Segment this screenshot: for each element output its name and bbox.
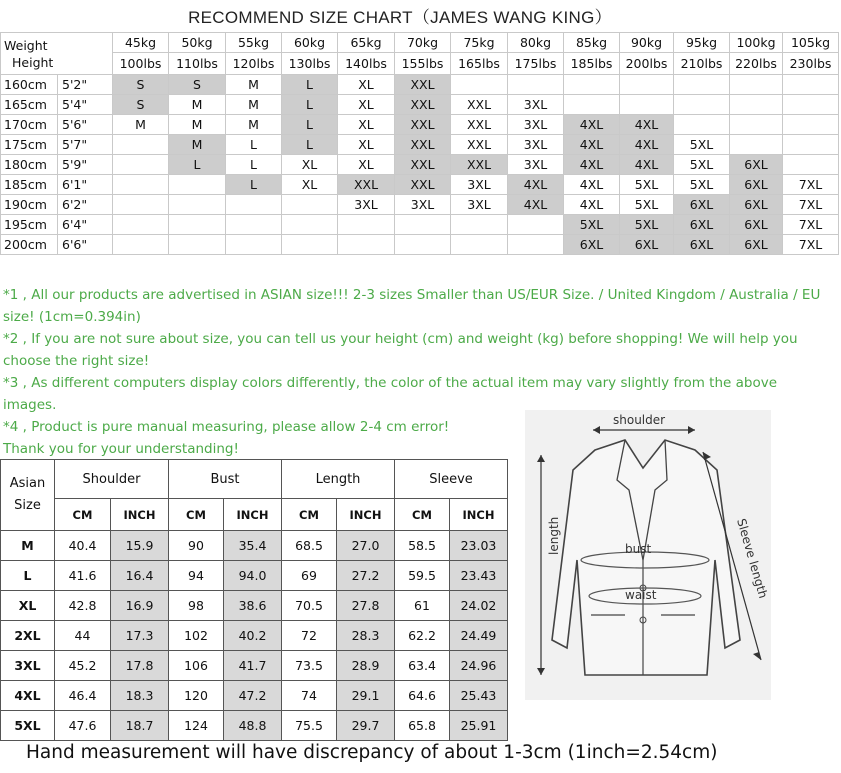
size-cell: 4XL bbox=[620, 135, 674, 155]
weight-kg-3: 60kg bbox=[282, 33, 338, 53]
size-cell bbox=[674, 95, 730, 115]
size-cell: L bbox=[226, 155, 282, 175]
size-cell bbox=[783, 155, 839, 175]
height-ft: 5'4" bbox=[58, 95, 113, 115]
weight-kg-row bbox=[1, 33, 839, 53]
size-cell: XXL bbox=[395, 135, 451, 155]
size-cell: XL bbox=[282, 155, 338, 175]
size-cell: M bbox=[226, 75, 282, 95]
measure-value: 18.3 bbox=[111, 681, 169, 711]
size-cell: 3XL bbox=[451, 195, 508, 215]
measure-value: 47.6 bbox=[55, 711, 111, 741]
measure-group-bust: Bust bbox=[169, 460, 282, 499]
size-cell: 4XL bbox=[564, 115, 620, 135]
size-cell: M bbox=[169, 95, 226, 115]
weight-kg-5: 70kg bbox=[395, 33, 451, 53]
measure-value: 47.2 bbox=[224, 681, 282, 711]
measure-value: 24.02 bbox=[450, 591, 508, 621]
measure-value: 17.3 bbox=[111, 621, 169, 651]
size-cell bbox=[451, 75, 508, 95]
measure-value: 102 bbox=[169, 621, 224, 651]
measure-value: 106 bbox=[169, 651, 224, 681]
measure-group-sleeve: Sleeve bbox=[395, 460, 508, 499]
size-cell: 5XL bbox=[620, 215, 674, 235]
measure-value: 29.1 bbox=[337, 681, 395, 711]
height-cm: 195cm bbox=[1, 215, 58, 235]
size-cell: L bbox=[282, 75, 338, 95]
size-cell: 6XL bbox=[730, 215, 783, 235]
size-cell: 6XL bbox=[730, 235, 783, 255]
size-cell: 6XL bbox=[674, 235, 730, 255]
weight-lbs-8: 185lbs bbox=[564, 53, 620, 75]
measure-value: 23.03 bbox=[450, 531, 508, 561]
weight-kg-2: 55kg bbox=[226, 33, 282, 53]
size-cell: XL bbox=[338, 155, 395, 175]
measure-value: 120 bbox=[169, 681, 224, 711]
size-cell bbox=[169, 195, 226, 215]
length-label: length bbox=[547, 516, 561, 555]
size-cell: 5XL bbox=[564, 215, 620, 235]
weight-kg-1: 50kg bbox=[169, 33, 226, 53]
measure-value: 94.0 bbox=[224, 561, 282, 591]
size-cell: M bbox=[113, 115, 169, 135]
measure-value: 27.8 bbox=[337, 591, 395, 621]
size-cell: 4XL bbox=[564, 155, 620, 175]
size-cell: XXL bbox=[395, 75, 451, 95]
size-cell bbox=[783, 135, 839, 155]
unit-inch: INCH bbox=[337, 499, 395, 531]
size-cell bbox=[395, 235, 451, 255]
size-cell bbox=[783, 75, 839, 95]
size-cell: 7XL bbox=[783, 175, 839, 195]
size-cell: 3XL bbox=[508, 135, 564, 155]
measure-value: 63.4 bbox=[395, 651, 450, 681]
weight-lbs-7: 175lbs bbox=[508, 53, 564, 75]
height-cm: 165cm bbox=[1, 95, 58, 115]
size-cell bbox=[674, 75, 730, 95]
size-cell: XXL bbox=[395, 175, 451, 195]
size-cell: 4XL bbox=[508, 175, 564, 195]
size-cell: XL bbox=[338, 95, 395, 115]
measure-value: 25.91 bbox=[450, 711, 508, 741]
size-cell bbox=[113, 135, 169, 155]
measure-value: 59.5 bbox=[395, 561, 450, 591]
height-ft: 5'7" bbox=[58, 135, 113, 155]
note-3: *3 , As different computers display colors differently, the color of the actual item may vary slightly from the above images. bbox=[3, 375, 777, 413]
size-cell: 5XL bbox=[674, 155, 730, 175]
unit-inch: INCH bbox=[450, 499, 508, 531]
shoulder-label: shoulder bbox=[613, 413, 666, 427]
size-cell: L bbox=[282, 115, 338, 135]
size-cell: L bbox=[226, 175, 282, 195]
height-row bbox=[1, 135, 839, 155]
measure-value: 27.0 bbox=[337, 531, 395, 561]
height-row bbox=[1, 95, 839, 115]
size-cell: 4XL bbox=[620, 115, 674, 135]
measure-value: 17.8 bbox=[111, 651, 169, 681]
weight-height-corner bbox=[1, 33, 113, 75]
measure-value: 73.5 bbox=[282, 651, 337, 681]
height-cm: 190cm bbox=[1, 195, 58, 215]
measure-value: 28.3 bbox=[337, 621, 395, 651]
size-cell: L bbox=[282, 95, 338, 115]
weight-kg-7: 80kg bbox=[508, 33, 564, 53]
size-cell bbox=[113, 235, 169, 255]
measure-size: M bbox=[1, 531, 55, 561]
size-cell bbox=[169, 215, 226, 235]
size-cell: XXL bbox=[451, 135, 508, 155]
size-cell: 3XL bbox=[338, 195, 395, 215]
measure-row bbox=[1, 561, 508, 591]
weight-lbs-3: 130lbs bbox=[282, 53, 338, 75]
measure-value: 35.4 bbox=[224, 531, 282, 561]
measure-row bbox=[1, 651, 508, 681]
measure-value: 40.4 bbox=[55, 531, 111, 561]
note-1: *1 , All our products are advertised in ASIAN size!!! 2-3 sizes Smaller than US/EUR Size. / United Kingdom / Australia / EU size! (1cm=0.394in) bbox=[3, 287, 821, 325]
height-ft: 6'2" bbox=[58, 195, 113, 215]
height-cm: 175cm bbox=[1, 135, 58, 155]
unit-cm: CM bbox=[55, 499, 111, 531]
measure-value: 45.2 bbox=[55, 651, 111, 681]
size-cell bbox=[451, 235, 508, 255]
size-cell: XL bbox=[338, 135, 395, 155]
height-cm: 160cm bbox=[1, 75, 58, 95]
measure-value: 74 bbox=[282, 681, 337, 711]
size-cell: XXL bbox=[395, 115, 451, 135]
weight-lbs-2: 120lbs bbox=[226, 53, 282, 75]
size-cell bbox=[730, 135, 783, 155]
measure-value: 42.8 bbox=[55, 591, 111, 621]
measure-value: 40.2 bbox=[224, 621, 282, 651]
size-cell bbox=[226, 235, 282, 255]
size-cell bbox=[564, 75, 620, 95]
weight-lbs-6: 165lbs bbox=[451, 53, 508, 75]
size-cell: 6XL bbox=[730, 175, 783, 195]
height-row bbox=[1, 115, 839, 135]
size-cell bbox=[282, 195, 338, 215]
measure-group-shoulder: Shoulder bbox=[55, 460, 169, 499]
size-cell bbox=[508, 235, 564, 255]
weight-kg-9: 90kg bbox=[620, 33, 674, 53]
measure-value: 98 bbox=[169, 591, 224, 621]
height-ft: 5'6" bbox=[58, 115, 113, 135]
note-4: *4 , Product is pure manual measuring, please allow 2-4 cm error! bbox=[3, 419, 450, 435]
size-cell: 7XL bbox=[783, 215, 839, 235]
size-cell: 5XL bbox=[674, 175, 730, 195]
size-cell: L bbox=[282, 135, 338, 155]
size-cell bbox=[564, 95, 620, 115]
height-row bbox=[1, 215, 839, 235]
size-cell: L bbox=[169, 155, 226, 175]
size-cell: M bbox=[226, 115, 282, 135]
size-cell: 4XL bbox=[508, 195, 564, 215]
asian-size-header: Asian Size bbox=[1, 460, 55, 531]
size-cell: L bbox=[226, 135, 282, 155]
size-cell bbox=[730, 115, 783, 135]
size-cell: XL bbox=[338, 75, 395, 95]
measure-size: 3XL bbox=[1, 651, 55, 681]
size-cell: XXL bbox=[338, 175, 395, 195]
size-cell bbox=[338, 235, 395, 255]
size-cell: 6XL bbox=[564, 235, 620, 255]
size-cell bbox=[508, 75, 564, 95]
size-chart bbox=[0, 32, 839, 255]
chart-title: RECOMMEND SIZE CHART（JAMES WANG KING） bbox=[188, 8, 612, 27]
size-cell bbox=[113, 155, 169, 175]
unit-inch: INCH bbox=[111, 499, 169, 531]
size-cell: 5XL bbox=[674, 135, 730, 155]
size-cell bbox=[783, 115, 839, 135]
measure-group-length: Length bbox=[282, 460, 395, 499]
measure-value: 48.8 bbox=[224, 711, 282, 741]
measure-value: 124 bbox=[169, 711, 224, 741]
height-cm: 170cm bbox=[1, 115, 58, 135]
size-cell: S bbox=[169, 75, 226, 95]
size-cell bbox=[113, 195, 169, 215]
size-cell: XXL bbox=[451, 115, 508, 135]
size-cell: 6XL bbox=[730, 155, 783, 175]
unit-cm: CM bbox=[282, 499, 337, 531]
measurement-table bbox=[0, 459, 508, 741]
size-cell bbox=[620, 95, 674, 115]
height-row bbox=[1, 75, 839, 95]
footer-note: Hand measurement will have discrepancy of about 1-3cm (1inch=2.54cm) bbox=[26, 742, 718, 763]
measure-size: 4XL bbox=[1, 681, 55, 711]
weight-kg-4: 65kg bbox=[338, 33, 395, 53]
measure-value: 44 bbox=[55, 621, 111, 651]
size-cell: XXL bbox=[451, 155, 508, 175]
size-cell bbox=[338, 215, 395, 235]
measure-value: 16.4 bbox=[111, 561, 169, 591]
weight-lbs-0: 100lbs bbox=[113, 53, 169, 75]
size-cell: S bbox=[113, 75, 169, 95]
measure-row bbox=[1, 711, 508, 741]
measure-value: 69 bbox=[282, 561, 337, 591]
measure-size: 5XL bbox=[1, 711, 55, 741]
height-cm: 185cm bbox=[1, 175, 58, 195]
size-cell: 3XL bbox=[451, 175, 508, 195]
measure-value: 65.8 bbox=[395, 711, 450, 741]
measure-value: 24.96 bbox=[450, 651, 508, 681]
measure-size: 2XL bbox=[1, 621, 55, 651]
height-cm: 200cm bbox=[1, 235, 58, 255]
measure-value: 15.9 bbox=[111, 531, 169, 561]
measure-row bbox=[1, 621, 508, 651]
height-row bbox=[1, 235, 839, 255]
height-ft: 6'1" bbox=[58, 175, 113, 195]
measure-value: 28.9 bbox=[337, 651, 395, 681]
measure-size: XL bbox=[1, 591, 55, 621]
size-cell: 6XL bbox=[620, 235, 674, 255]
weight-lbs-11: 220lbs bbox=[730, 53, 783, 75]
size-cell: 5XL bbox=[620, 195, 674, 215]
corner-height: Height bbox=[12, 54, 54, 70]
height-ft: 5'9" bbox=[58, 155, 113, 175]
measure-value: 70.5 bbox=[282, 591, 337, 621]
size-cell bbox=[226, 215, 282, 235]
measure-value: 27.2 bbox=[337, 561, 395, 591]
measure-value: 29.7 bbox=[337, 711, 395, 741]
size-cell: 5XL bbox=[620, 175, 674, 195]
measure-value: 25.43 bbox=[450, 681, 508, 711]
jacket-diagram bbox=[525, 410, 771, 700]
measure-value: 46.4 bbox=[55, 681, 111, 711]
weight-lbs-4: 140lbs bbox=[338, 53, 395, 75]
size-cell: M bbox=[169, 135, 226, 155]
measure-value: 24.49 bbox=[450, 621, 508, 651]
size-cell: 3XL bbox=[508, 95, 564, 115]
unit-inch: INCH bbox=[224, 499, 282, 531]
size-cell: 6XL bbox=[674, 215, 730, 235]
bust-label: bust bbox=[625, 542, 652, 556]
size-cell: 6XL bbox=[674, 195, 730, 215]
size-cell: 7XL bbox=[783, 235, 839, 255]
height-cm: 180cm bbox=[1, 155, 58, 175]
height-ft: 6'4" bbox=[58, 215, 113, 235]
note-thanks: Thank you for your understanding! bbox=[3, 441, 239, 457]
unit-cm: CM bbox=[395, 499, 450, 531]
size-cell: XL bbox=[282, 175, 338, 195]
unit-cm: CM bbox=[169, 499, 224, 531]
size-cell bbox=[730, 95, 783, 115]
height-row bbox=[1, 175, 839, 195]
size-cell bbox=[169, 235, 226, 255]
size-cell bbox=[620, 75, 674, 95]
size-cell: XL bbox=[338, 115, 395, 135]
size-cell: S bbox=[113, 95, 169, 115]
size-cell: 6XL bbox=[730, 195, 783, 215]
weight-lbs-5: 155lbs bbox=[395, 53, 451, 75]
weight-lbs-10: 210lbs bbox=[674, 53, 730, 75]
sleeve-length-label: Sleeve length bbox=[734, 516, 771, 600]
height-ft: 6'6" bbox=[58, 235, 113, 255]
measure-value: 18.7 bbox=[111, 711, 169, 741]
weight-kg-6: 75kg bbox=[451, 33, 508, 53]
size-cell bbox=[113, 175, 169, 195]
size-cell: XXL bbox=[395, 95, 451, 115]
measure-value: 90 bbox=[169, 531, 224, 561]
size-cell: 4XL bbox=[564, 175, 620, 195]
corner-weight: Weight bbox=[4, 37, 48, 53]
measure-row bbox=[1, 681, 508, 711]
measure-value: 58.5 bbox=[395, 531, 450, 561]
measure-value: 41.7 bbox=[224, 651, 282, 681]
measure-value: 68.5 bbox=[282, 531, 337, 561]
size-cell: 4XL bbox=[564, 135, 620, 155]
size-cell: XXL bbox=[451, 95, 508, 115]
size-cell bbox=[508, 215, 564, 235]
size-cell bbox=[113, 215, 169, 235]
measure-row bbox=[1, 591, 508, 621]
waist-label: waist bbox=[625, 588, 657, 602]
weight-kg-0: 45kg bbox=[113, 33, 169, 53]
measure-value: 23.43 bbox=[450, 561, 508, 591]
size-cell bbox=[674, 115, 730, 135]
size-cell: 4XL bbox=[564, 195, 620, 215]
size-cell: 3XL bbox=[508, 115, 564, 135]
measure-value: 94 bbox=[169, 561, 224, 591]
measure-row bbox=[1, 531, 508, 561]
measure-value: 62.2 bbox=[395, 621, 450, 651]
size-cell: 3XL bbox=[395, 195, 451, 215]
weight-lbs-12: 230lbs bbox=[783, 53, 839, 75]
size-cell: 4XL bbox=[620, 155, 674, 175]
size-cell: 3XL bbox=[508, 155, 564, 175]
weight-kg-12: 105kg bbox=[783, 33, 839, 53]
size-cell bbox=[282, 215, 338, 235]
measure-value: 41.6 bbox=[55, 561, 111, 591]
measure-value: 72 bbox=[282, 621, 337, 651]
height-ft: 5'2" bbox=[58, 75, 113, 95]
size-cell: 7XL bbox=[783, 195, 839, 215]
size-cell: M bbox=[226, 95, 282, 115]
size-cell bbox=[783, 95, 839, 115]
measure-group-row bbox=[1, 460, 508, 499]
weight-kg-8: 85kg bbox=[564, 33, 620, 53]
size-cell bbox=[730, 75, 783, 95]
measure-value: 75.5 bbox=[282, 711, 337, 741]
size-cell bbox=[282, 235, 338, 255]
size-cell bbox=[169, 175, 226, 195]
weight-kg-10: 95kg bbox=[674, 33, 730, 53]
weight-lbs-9: 200lbs bbox=[620, 53, 674, 75]
size-cell bbox=[451, 215, 508, 235]
measure-value: 61 bbox=[395, 591, 450, 621]
measure-value: 16.9 bbox=[111, 591, 169, 621]
weight-lbs-row bbox=[1, 53, 839, 75]
size-cell bbox=[226, 195, 282, 215]
size-cell bbox=[395, 215, 451, 235]
weight-kg-11: 100kg bbox=[730, 33, 783, 53]
size-cell: XXL bbox=[395, 155, 451, 175]
measure-unit-row bbox=[1, 499, 508, 531]
size-cell: M bbox=[169, 115, 226, 135]
height-row bbox=[1, 195, 839, 215]
measure-value: 64.6 bbox=[395, 681, 450, 711]
note-2: *2 , If you are not sure about size, you can tell us your height (cm) and weight (kg) before shopping! We will help you choose the right size! bbox=[3, 331, 798, 369]
height-row bbox=[1, 155, 839, 175]
measure-value: 38.6 bbox=[224, 591, 282, 621]
weight-lbs-1: 110lbs bbox=[169, 53, 226, 75]
measure-size: L bbox=[1, 561, 55, 591]
